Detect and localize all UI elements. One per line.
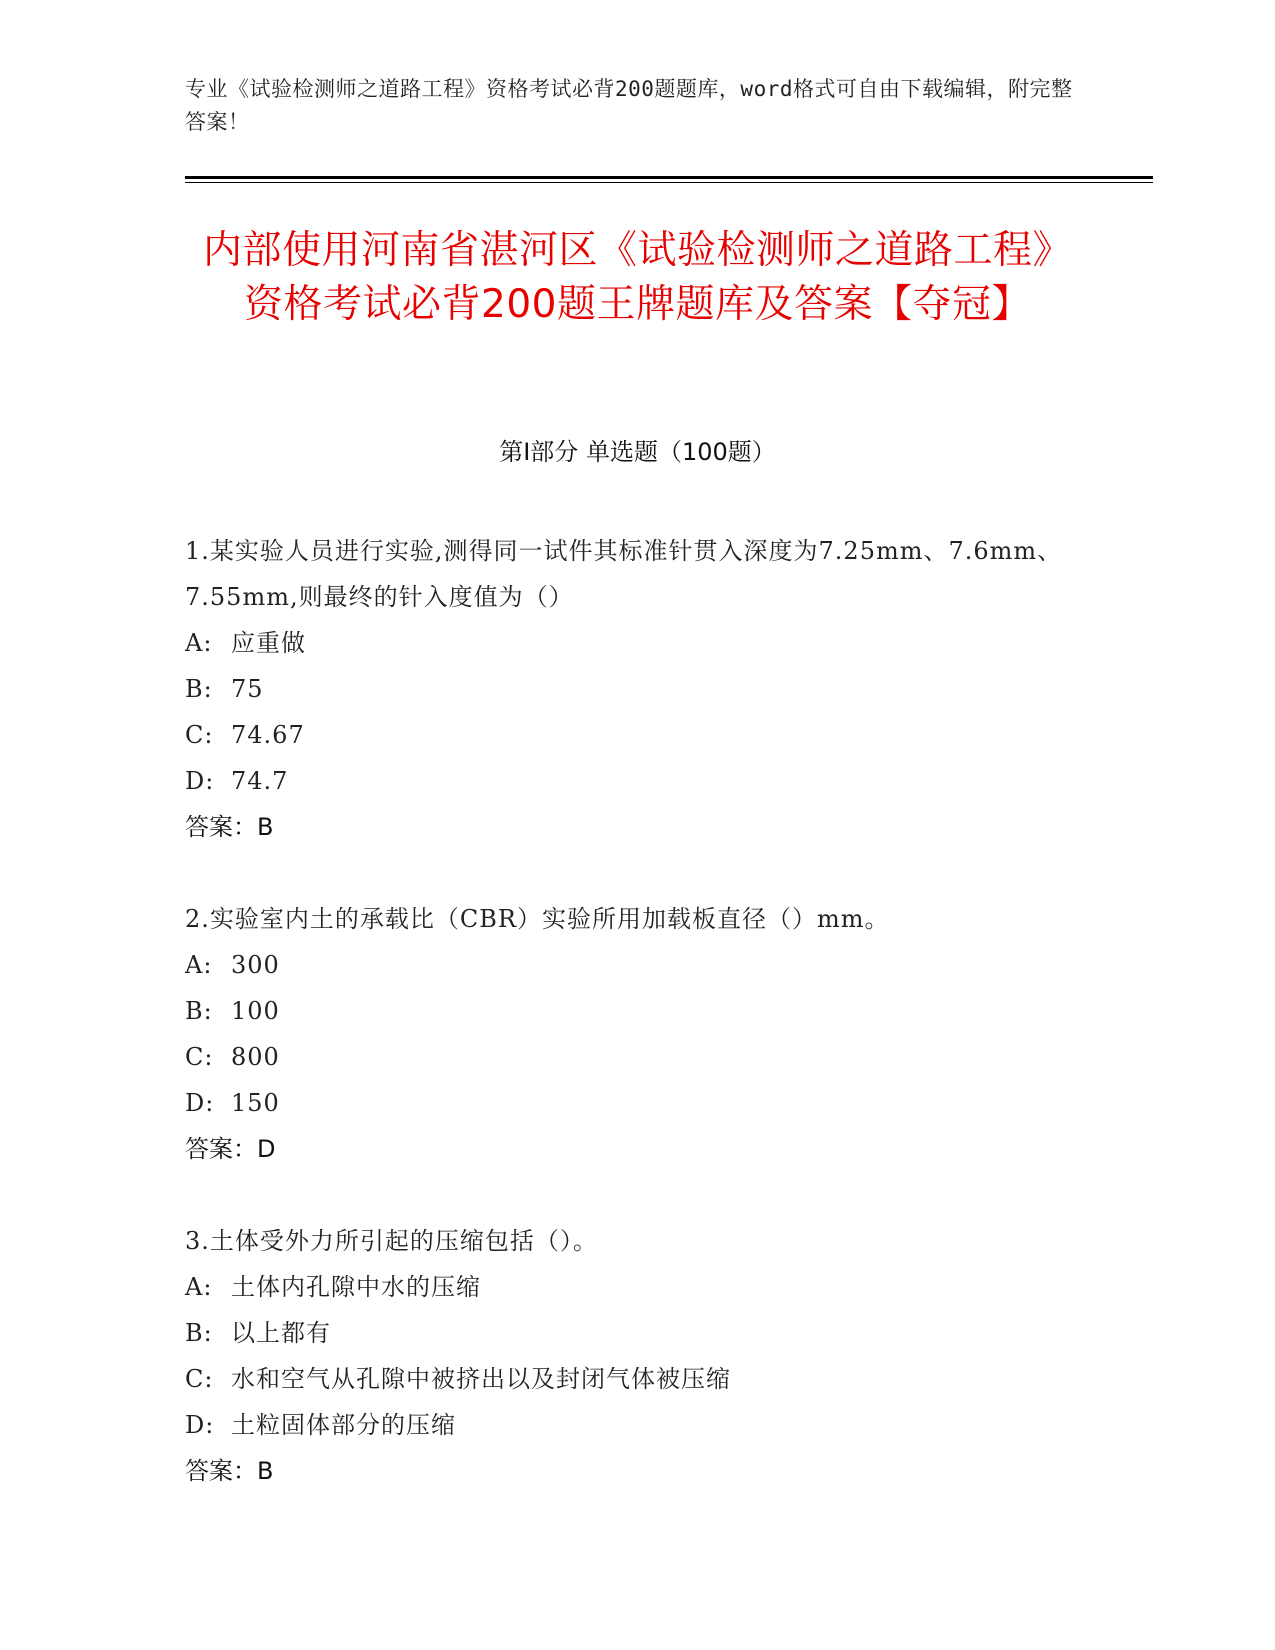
answer-line: 答案：D — [185, 1135, 276, 1163]
option-text: 300 — [231, 951, 280, 979]
option-a — [185, 942, 1085, 988]
option-text: 土粒固体部分的压缩 — [231, 1411, 456, 1439]
question-3 — [185, 1218, 1085, 1494]
answer-line: 答案：B — [185, 813, 274, 841]
header-rule-thick — [185, 176, 1153, 179]
option-text: 74.67 — [231, 721, 305, 749]
option-c — [185, 1356, 1085, 1402]
option-d — [185, 1080, 1085, 1126]
option-b — [185, 1310, 1085, 1356]
answer-line: 答案：B — [185, 1457, 274, 1485]
document-title: 内部使用河南省湛河区《试验检测师之道路工程》资格考试必背200题王牌题库及答案【夺冠】 — [202, 228, 1072, 327]
option-text: 应重做 — [231, 629, 306, 657]
option-letter: A: — [185, 951, 213, 979]
option-letter: C: — [185, 1043, 214, 1071]
header-note: 专业《试验检测师之道路工程》资格考试必背200题题库，word格式可自由下载编辑，附完整答案！ — [185, 77, 1073, 134]
option-text: 800 — [231, 1043, 280, 1071]
option-text: 100 — [231, 997, 280, 1025]
option-letter: D: — [185, 1089, 215, 1117]
question-stem: 3.土体受外力所引起的压缩包括（）。 — [185, 1227, 598, 1255]
header-rule-thin — [185, 182, 1153, 183]
option-letter: B: — [185, 675, 213, 703]
option-letter: C: — [185, 721, 214, 749]
option-text: 75 — [231, 675, 264, 703]
option-letter: D: — [185, 767, 215, 795]
option-text: 74.7 — [231, 767, 289, 795]
option-c — [185, 712, 1085, 758]
option-a — [185, 1264, 1085, 1310]
option-b — [185, 666, 1085, 712]
question-list — [185, 528, 1085, 1540]
option-a — [185, 620, 1085, 666]
section-title: 第Ⅰ部分 单选题（100题） — [499, 438, 776, 466]
question-1 — [185, 528, 1085, 850]
option-letter: A: — [185, 629, 213, 657]
option-letter: B: — [185, 997, 213, 1025]
option-text: 水和空气从孔隙中被挤出以及封闭气体被压缩 — [231, 1365, 731, 1393]
option-letter: C: — [185, 1365, 214, 1393]
question-stem: 2.实验室内土的承载比（CBR）实验所用加载板直径（）mm。 — [185, 905, 890, 933]
question-stem: 1.某实验人员进行实验,测得同一试件其标准针贯入深度为7.25mm、7.6mm、7.55mm,则最终的针入度值为（） — [185, 537, 1063, 611]
option-b — [185, 988, 1085, 1034]
option-d — [185, 758, 1085, 804]
option-text: 150 — [231, 1089, 280, 1117]
option-text: 以上都有 — [231, 1319, 331, 1347]
option-letter: B: — [185, 1319, 213, 1347]
option-text: 土体内孔隙中水的压缩 — [231, 1273, 481, 1301]
option-letter: A: — [185, 1273, 213, 1301]
question-2 — [185, 896, 1085, 1172]
option-d — [185, 1402, 1085, 1448]
option-letter: D: — [185, 1411, 215, 1439]
option-c — [185, 1034, 1085, 1080]
